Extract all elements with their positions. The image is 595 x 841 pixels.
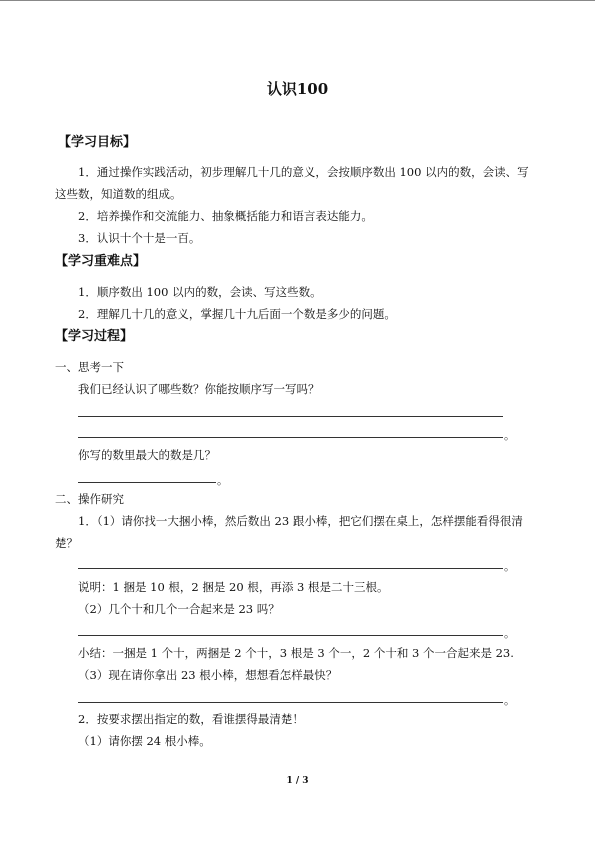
line-end-mark: 。 bbox=[504, 694, 515, 707]
goals-heading: 【学习目标】 bbox=[58, 135, 137, 150]
goal-item-2: 2．培养操作和交流能力、抽象概括能力和语言表达能力。 bbox=[78, 209, 373, 223]
answer-blank-4[interactable] bbox=[78, 568, 503, 569]
answer-blank-1[interactable] bbox=[78, 416, 503, 417]
page-title: 认识100 bbox=[266, 80, 329, 98]
goal-item-3: 3．认识十个十是一百。 bbox=[78, 231, 201, 245]
process-heading: 【学习过程】 bbox=[55, 329, 134, 344]
goal-item-1: 1．通过操作实践活动，初步理解几十几的意义，会按顺序数出 100 以内的数，会读、写 bbox=[78, 165, 529, 179]
part2-question-1-3: （3）现在请你拿出 23 根小棒，想想看怎样最快？ bbox=[78, 668, 338, 682]
line-end-mark: 。 bbox=[217, 474, 228, 487]
page-top-border bbox=[0, 0, 595, 1]
key-point-item-2: 2．理解几十几的意义，掌握几十九后面一个数是多少的问题。 bbox=[78, 307, 396, 321]
part1-question: 我们已经认识了哪些数？你能按顺序写一写吗？ bbox=[78, 382, 320, 396]
part2-heading: 二、操作研究 bbox=[55, 492, 124, 506]
part2-question-1-2: （2）几个十和几个一合起来是 23 吗？ bbox=[78, 602, 280, 616]
part2-question-2-1: （1）请你摆 24 根小棒。 bbox=[78, 734, 211, 748]
answer-blank-3[interactable] bbox=[78, 482, 216, 483]
goal-item-1-cont: 这些数，知道数的组成。 bbox=[55, 187, 182, 201]
part2-summary: 小结：一捆是 1 个十，两捆是 2 个十，3 根是 3 个一，2 个十和 3 个一合起来是 23. bbox=[78, 646, 514, 660]
part1-heading: 一、思考一下 bbox=[55, 360, 124, 374]
part2-question-1: 1．（1）请你找一大捆小棒，然后数出 23 跟小棒，把它们摆在桌上，怎样摆能看得很清 bbox=[78, 514, 523, 528]
answer-blank-2[interactable] bbox=[78, 437, 503, 438]
answer-blank-5[interactable] bbox=[78, 635, 503, 636]
part2-question-1-cont: 楚？ bbox=[55, 536, 78, 550]
line-end-mark: 。 bbox=[504, 429, 515, 442]
part2-question-2: 2．按要求摆出指定的数，看谁摆得最清楚！ bbox=[78, 712, 304, 726]
line-end-mark: 。 bbox=[504, 560, 515, 573]
page-number: 1 / 3 bbox=[286, 776, 309, 786]
key-points-heading: 【学习重难点】 bbox=[55, 254, 147, 269]
answer-blank-6[interactable] bbox=[78, 702, 503, 703]
line-end-mark: 。 bbox=[504, 627, 515, 640]
part2-note: 说明：1 捆是 10 根，2 捆是 20 根，再添 3 根是二十三根。 bbox=[78, 580, 389, 594]
part1-question-2: 你写的数里最大的数是几？ bbox=[78, 448, 216, 462]
key-point-item-1: 1．顺序数出 100 以内的数，会读、写这些数。 bbox=[78, 285, 322, 299]
